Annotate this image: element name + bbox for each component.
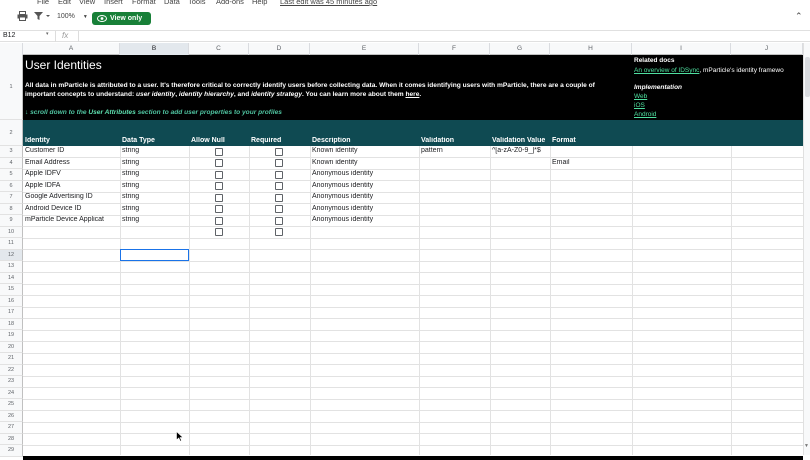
allow-null-checkbox[interactable] <box>215 159 223 167</box>
row-header[interactable]: 20 <box>0 342 23 354</box>
row-header[interactable]: 6 <box>0 181 23 193</box>
column-header-b[interactable]: B <box>120 43 189 55</box>
page-title: User Identities <box>25 58 102 72</box>
menu-file[interactable]: File <box>37 0 50 6</box>
row-header[interactable]: 11 <box>0 238 23 250</box>
row-header[interactable]: 14 <box>0 273 23 285</box>
grid-line <box>23 226 803 227</box>
print-button[interactable] <box>17 11 28 25</box>
row-header[interactable]: 19 <box>0 330 23 342</box>
intro-text: , <box>175 91 179 98</box>
description-cell[interactable]: Known identity <box>312 147 358 154</box>
filter-button[interactable] <box>34 11 50 25</box>
row-header[interactable]: 21 <box>0 353 23 365</box>
intro-line-2 <box>25 91 625 98</box>
identity-cell[interactable]: Apple IDFA <box>25 181 61 189</box>
related-overview-text: , mParticle's identity framewo <box>699 67 784 74</box>
identity-cell[interactable]: Email Address <box>25 158 70 166</box>
identity-cell[interactable]: Android Device ID <box>25 204 82 212</box>
scroll-hint <box>25 109 282 116</box>
data-type-cell[interactable]: string <box>122 158 140 166</box>
select-all-corner[interactable] <box>0 43 23 55</box>
row-header[interactable]: 13 <box>0 261 23 273</box>
header-validation-value: Validation Value <box>492 137 546 144</box>
view-only-button[interactable] <box>92 12 151 25</box>
related-docs-heading: Related docs <box>634 57 675 64</box>
grid-line <box>23 376 803 377</box>
menu-data[interactable]: Data <box>164 0 180 6</box>
description-cell[interactable]: Anonymous identity <box>312 170 374 177</box>
data-type-cell[interactable]: string <box>122 147 140 154</box>
validation-value-cell[interactable]: ^[a-zA-Z0-9_]*$ <box>492 147 541 154</box>
required-checkbox[interactable] <box>275 217 283 225</box>
header-data-type: Data Type <box>122 137 155 144</box>
row-header[interactable]: 5 <box>0 169 23 181</box>
intro-term-user-identity: user identity <box>136 91 176 98</box>
row-header[interactable]: 24 <box>0 388 23 400</box>
fx-icon: fx <box>62 31 69 40</box>
intro-term-identity-hierarchy: identity hierarchy <box>178 91 234 98</box>
identity-cell[interactable]: mParticle Device Applicat <box>25 216 104 223</box>
filter-icon <box>34 11 50 21</box>
column-header-c[interactable]: C <box>189 43 249 55</box>
vertical-scrollbar[interactable] <box>803 43 810 455</box>
last-edit-link[interactable]: Last edit was 45 minutes ago <box>280 0 378 6</box>
required-checkbox[interactable] <box>275 182 283 190</box>
column-header-e[interactable]: E <box>310 43 419 55</box>
formula-input[interactable] <box>80 31 800 42</box>
identity-cell[interactable]: Google Advertising ID <box>25 193 93 200</box>
required-checkbox[interactable] <box>275 194 283 202</box>
header-allow-null: Allow Null <box>191 137 225 144</box>
intro-line-1: All data in mParticle is attributed to a user. It's therefore critical to correctly identify users before collecting data. When it comes identifying users with mParticle, there are a couple of <box>25 82 595 89</box>
scroll-hint-text: ↓ scroll down to the <box>25 109 89 116</box>
allow-null-checkbox[interactable] <box>215 194 223 202</box>
row-header[interactable]: 28 <box>0 434 23 446</box>
formula-bar <box>0 30 810 42</box>
ios-docs-link[interactable]: iOS <box>634 102 645 109</box>
zoom-value: 100% <box>57 13 75 20</box>
grid-line <box>23 295 803 296</box>
idsync-overview-link[interactable]: An overview of IDSync <box>634 67 700 74</box>
column-header-g[interactable]: G <box>490 43 550 55</box>
header-description: Description <box>312 137 351 144</box>
grid-line <box>23 272 803 273</box>
validation-cell[interactable]: pattern <box>421 147 443 154</box>
description-cell[interactable]: Anonymous identity <box>312 204 374 212</box>
toolbar <box>0 6 810 28</box>
menu-addons[interactable]: Add-ons <box>216 0 244 6</box>
row-header[interactable]: 22 <box>0 365 23 377</box>
grid-line <box>23 353 803 354</box>
intro-term-identity-strategy: identity strategy <box>251 91 303 98</box>
row-header[interactable]: 16 <box>0 296 23 308</box>
required-checkbox[interactable] <box>275 228 283 236</box>
required-checkbox[interactable] <box>275 171 283 179</box>
identity-cell[interactable]: Customer ID <box>25 147 65 154</box>
allow-null-checkbox[interactable] <box>215 217 223 225</box>
intro-text: . You can learn more about them <box>302 91 406 98</box>
allow-null-checkbox[interactable] <box>215 148 223 156</box>
identity-cell[interactable]: Apple IDFV <box>25 170 61 177</box>
row-header[interactable]: 26 <box>0 411 23 423</box>
view-only-label: View only <box>110 15 143 22</box>
grid-line <box>23 399 803 400</box>
required-checkbox[interactable] <box>275 148 283 156</box>
row-header[interactable]: 8 <box>0 204 23 216</box>
grid-line <box>23 307 803 308</box>
row-header[interactable]: 15 <box>0 284 23 296</box>
allow-null-checkbox[interactable] <box>215 205 223 213</box>
grid-line <box>23 284 803 285</box>
column-header-i[interactable]: I <box>632 43 731 55</box>
menu-format[interactable]: Format <box>132 0 156 6</box>
allow-null-checkbox[interactable] <box>215 228 223 236</box>
column-header-h[interactable]: H <box>550 43 632 55</box>
data-type-cell[interactable]: string <box>122 204 140 212</box>
implementation-heading: Implementation <box>634 84 683 91</box>
row-header[interactable]: 29 <box>0 445 23 457</box>
web-docs-link[interactable]: Web <box>634 93 648 100</box>
related-overview <box>634 67 803 74</box>
chevron-down-icon: ▼ <box>82 14 88 20</box>
intro-text: . <box>419 91 422 98</box>
header-format: Format <box>552 137 576 144</box>
row-header[interactable]: 27 <box>0 422 23 434</box>
grid-line <box>23 422 803 423</box>
grid-line <box>23 445 803 446</box>
grid-line <box>23 341 803 342</box>
name-box[interactable]: B12 <box>3 32 16 39</box>
intro-text: , and <box>233 91 252 98</box>
print-icon <box>17 11 28 21</box>
header-required: Required <box>251 137 282 144</box>
bottom-banner-edge <box>23 456 803 460</box>
data-type-cell[interactable]: string <box>122 216 140 223</box>
row-header[interactable]: 18 <box>0 319 23 331</box>
grid-line <box>23 238 803 239</box>
column-header-f[interactable]: F <box>419 43 490 55</box>
chevron-up-icon: ⌃ <box>795 11 803 21</box>
row-header[interactable]: 25 <box>0 399 23 411</box>
column-header-bar <box>0 43 810 55</box>
scroll-hint-text: section to add user properties to your profiles <box>135 109 282 116</box>
grid-line <box>23 387 803 388</box>
data-type-cell[interactable]: string <box>122 181 140 189</box>
description-cell[interactable]: Anonymous identity <box>312 193 374 200</box>
name-box-dropdown-icon[interactable]: ▾ <box>46 31 49 37</box>
menu-help[interactable]: Help <box>252 0 268 6</box>
allow-null-checkbox[interactable] <box>215 171 223 179</box>
intro-text: important concepts to understand: <box>25 91 136 98</box>
row-header[interactable]: 2 <box>0 120 23 146</box>
row-header[interactable]: 9 <box>0 215 23 227</box>
grid-line <box>23 433 803 434</box>
scroll-down-icon[interactable]: ▼ <box>804 443 809 449</box>
required-checkbox[interactable] <box>275 159 283 167</box>
description-cell[interactable]: Known identity <box>312 158 358 166</box>
grid-line <box>23 410 803 411</box>
row-header[interactable]: 10 <box>0 227 23 239</box>
format-cell[interactable]: Email <box>552 158 570 166</box>
collapse-toolbar-button[interactable] <box>795 9 803 23</box>
column-header-j[interactable]: J <box>731 43 803 55</box>
column-header-d[interactable]: D <box>249 43 310 55</box>
scroll-hint-target: User Attributes <box>88 109 136 116</box>
menu-insert[interactable]: Insert <box>104 0 123 6</box>
zoom-select[interactable] <box>57 10 88 24</box>
row-header[interactable]: 4 <box>0 158 23 170</box>
scrollbar-thumb[interactable] <box>805 57 810 97</box>
menu-view[interactable]: View <box>79 0 96 6</box>
allow-null-checkbox[interactable] <box>215 182 223 190</box>
mouse-cursor-icon <box>176 431 184 442</box>
row-header[interactable]: 23 <box>0 376 23 388</box>
row-header[interactable]: 17 <box>0 307 23 319</box>
formula-divider-2 <box>78 31 79 42</box>
description-cell[interactable]: Anonymous identity <box>312 181 374 189</box>
row-header[interactable]: 3 <box>0 146 23 158</box>
menu-tools[interactable]: Tools <box>188 0 206 6</box>
grid-line <box>23 330 803 331</box>
header-validation: Validation <box>421 137 455 144</box>
column-header-a[interactable]: A <box>23 43 120 55</box>
header-identity: Identity <box>25 137 50 144</box>
description-cell[interactable]: Anonymous identity <box>312 216 374 223</box>
here-link[interactable]: here <box>405 91 420 98</box>
formula-divider <box>55 31 56 42</box>
menu-edit[interactable]: Edit <box>58 0 71 6</box>
android-docs-link[interactable]: Android <box>634 111 657 118</box>
data-type-cell[interactable]: string <box>122 170 140 177</box>
grid-line <box>23 318 803 319</box>
eye-icon <box>97 15 107 22</box>
row-header[interactable]: 7 <box>0 192 23 204</box>
required-checkbox[interactable] <box>275 205 283 213</box>
data-type-cell[interactable]: string <box>122 193 140 200</box>
grid-line <box>23 364 803 365</box>
row-header[interactable]: 12 <box>0 250 23 262</box>
row-header[interactable]: 1 <box>0 55 23 120</box>
selected-cell-b12[interactable] <box>120 249 189 261</box>
